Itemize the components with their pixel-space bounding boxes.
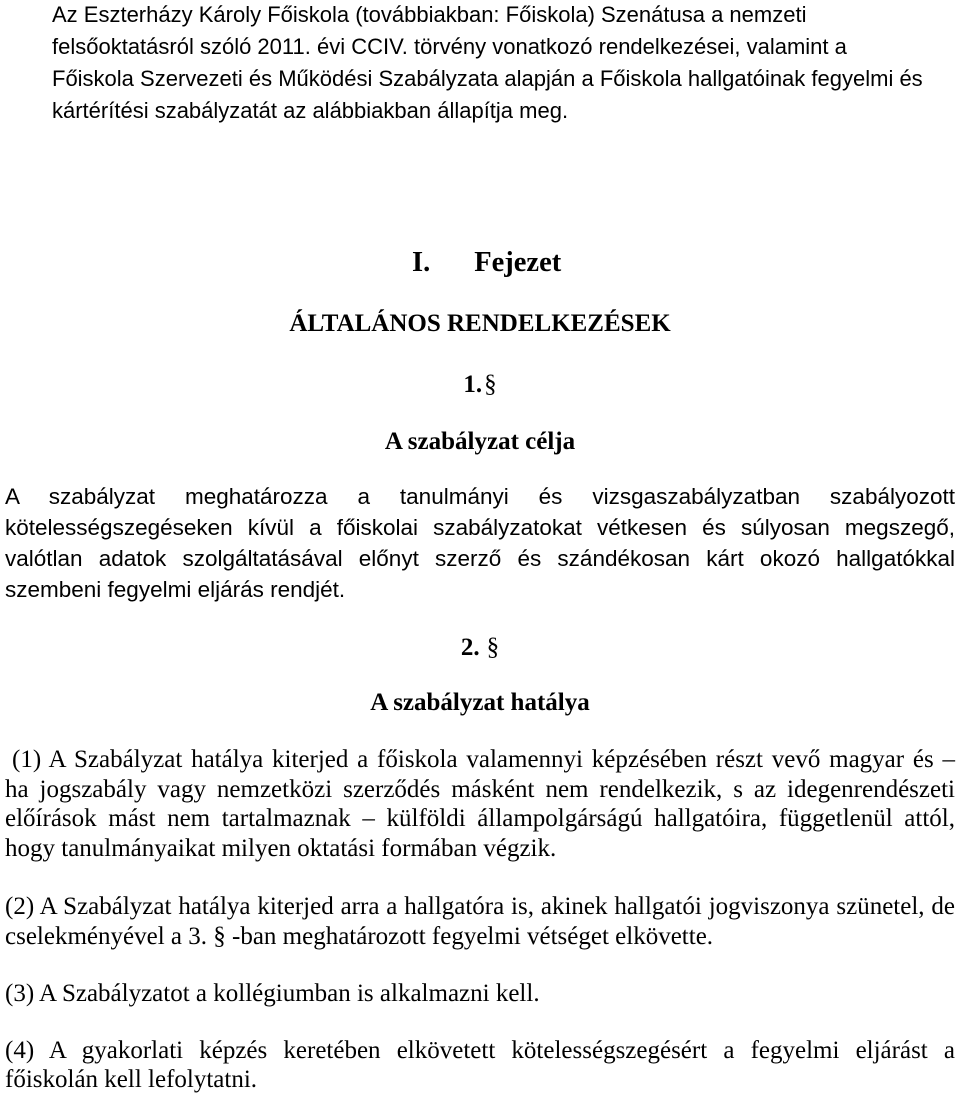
paragraph-line: (2) A Szabályzat hatálya kiterjed arra a hallgatóra is, akinek hallgatói jogviszonya szünetel, de: [5, 893, 955, 920]
chapter-number: I.: [412, 247, 431, 278]
section-number: 2.: [460, 634, 480, 661]
chapter-word: Fejezet: [474, 247, 562, 278]
section-title: A szabályzat hatálya: [370, 689, 590, 716]
section-heading: [0, 370, 960, 400]
preamble-line: felsőoktatásról szóló 2011. évi CCIV. törvény vonatkozó rendelkezései, valamint a: [52, 34, 847, 59]
paragraph-line: előírások mást nem tartalmaznak – külföldi állampolgárságú hallgatóira, függetlenül attól,: [5, 805, 955, 832]
chapter-heading: [412, 245, 561, 281]
chapter-title: ÁLTALÁNOS RENDELKEZÉSEK: [289, 310, 671, 337]
paragraph-line: cselekményével a 3. § -ban meghatározott fegyelmi vétséget elkövette.: [5, 923, 714, 950]
paragraph-line: hogy tanulmányaikat milyen oktatási formában végzik.: [5, 835, 557, 862]
preamble-line: kártérítési szabályzatát az alábbiakban állapítja meg.: [52, 98, 569, 123]
paragraph-line: (3) A Szabályzatot a kollégiumban is alkalmazni kell.: [5, 980, 540, 1007]
section-sign: §: [484, 371, 497, 398]
paragraph-line: szembeni fegyelmi eljárás rendjét.: [5, 577, 346, 602]
section-number: 1.: [463, 371, 483, 398]
paragraph-line: valótlan adatok szolgáltatásával előnyt szerző és szándékosan kárt okozó hallgatókkal: [5, 546, 955, 571]
preamble-line: Főiskola Szervezeti és Működési Szabályzata alapján a Főiskola hallgatóinak fegyelmi és: [52, 66, 923, 91]
paragraph-line: A szabályzat meghatározza a tanulmányi és vizsgaszabályzatban szabályozott: [5, 484, 955, 509]
section-heading: [0, 633, 960, 663]
paragraph-line: főiskolán kell lefolytatni.: [5, 1066, 258, 1093]
paragraph-line: kötelességszegéseken kívül a főiskolai szabályzatokat vétkesen és súlyosan megszegő,: [5, 515, 955, 540]
paragraph-line: (1) A Szabályzat hatálya kiterjed a főiskola valamennyi képzésében részt vevő magyar és –: [12, 746, 955, 773]
section-sign: §: [486, 634, 500, 661]
paragraph-line: (4) A gyakorlati képzés keretében elkövetett kötelességszegésért a fegyelmi eljárást a: [5, 1037, 955, 1064]
section-title: A szabályzat célja: [384, 428, 576, 455]
paragraph-line: ha jogszabály vagy nemzetközi szerződés másként nem rendelkezik, s az idegenrendészeti: [5, 776, 955, 803]
preamble-line: Az Eszterházy Károly Főiskola (továbbiakban: Főiskola) Szenátusa a nemzeti: [52, 2, 807, 27]
